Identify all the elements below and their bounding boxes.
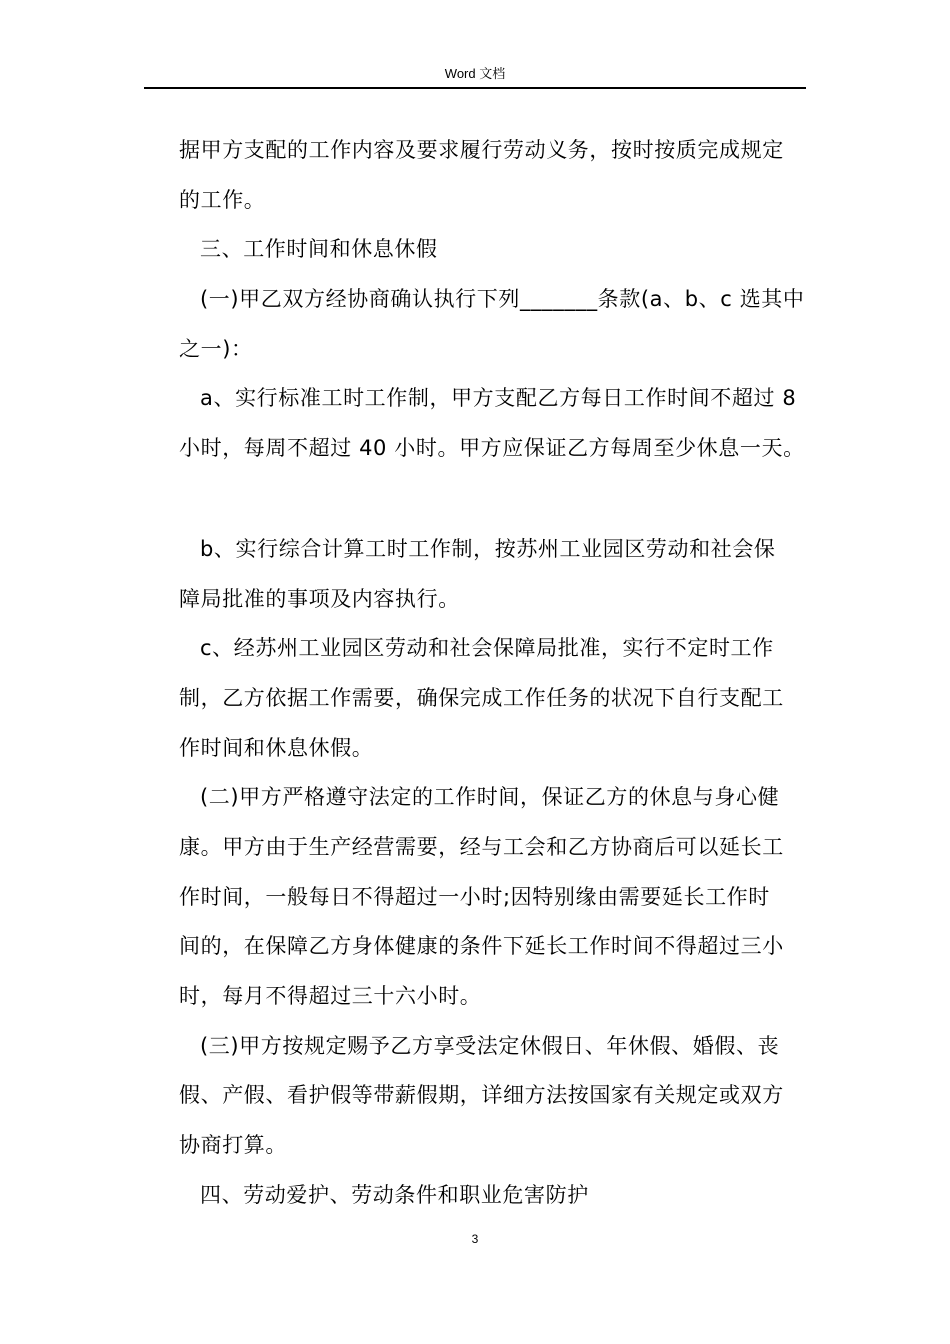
- section-heading: 四、劳动爱护、劳动条件和职业危害防护: [200, 1183, 589, 1207]
- body-line: a、实行标准工时工作制，甲方支配乙方每日工作时间不超过 8: [200, 386, 797, 410]
- body-line: 时，每月不得超过三十六小时。: [179, 984, 482, 1008]
- body-line: 的工作。: [179, 188, 266, 212]
- body-line: 间的，在保障乙方身体健康的条件下延长工作时间不得超过三小: [179, 934, 784, 958]
- body-line: 障局批准的事项及内容执行。: [179, 587, 460, 611]
- body-line: 之一)：: [179, 337, 253, 361]
- body-line: (一)甲乙双方经协商确认执行下列_______条款(a、b、c 选其中: [200, 287, 805, 311]
- page-number: 3: [471, 1232, 479, 1246]
- body-line: 假、产假、看护假等带薪假期，详细方法按国家有关规定或双方: [179, 1083, 784, 1107]
- section-heading: 三、工作时间和休息休假: [200, 237, 438, 261]
- body-line: b、实行综合计算工时工作制，按苏州工业园区劳动和社会保: [200, 537, 776, 561]
- body-line: (三)甲方按规定赐予乙方享受法定休假日、年休假、婚假、丧: [200, 1034, 780, 1058]
- body-line: 作时间，一般每日不得超过一小时;因特别缘由需要延长工作时: [179, 885, 770, 909]
- body-line: 康。甲方由于生产经营需要，经与工会和乙方协商后可以延长工: [179, 835, 784, 859]
- body-line: 小时，每周不超过 40 小时。甲方应保证乙方每周至少休息一天。: [179, 436, 805, 460]
- body-line: (二)甲方严格遵守法定的工作时间，保证乙方的休息与身心健: [200, 785, 780, 809]
- body-line: c、经苏州工业园区劳动和社会保障局批准，实行不定时工作: [200, 636, 774, 660]
- body-line: 协商打算。: [179, 1133, 287, 1157]
- header-divider: [144, 87, 806, 89]
- body-line: 作时间和休息休假。: [179, 736, 374, 760]
- body-line: 据甲方支配的工作内容及要求履行劳动义务，按时按质完成规定: [179, 138, 784, 162]
- header-label: Word 文档: [444, 66, 506, 81]
- body-line: 制，乙方依据工作需要，确保完成工作任务的状况下自行支配工: [179, 686, 784, 710]
